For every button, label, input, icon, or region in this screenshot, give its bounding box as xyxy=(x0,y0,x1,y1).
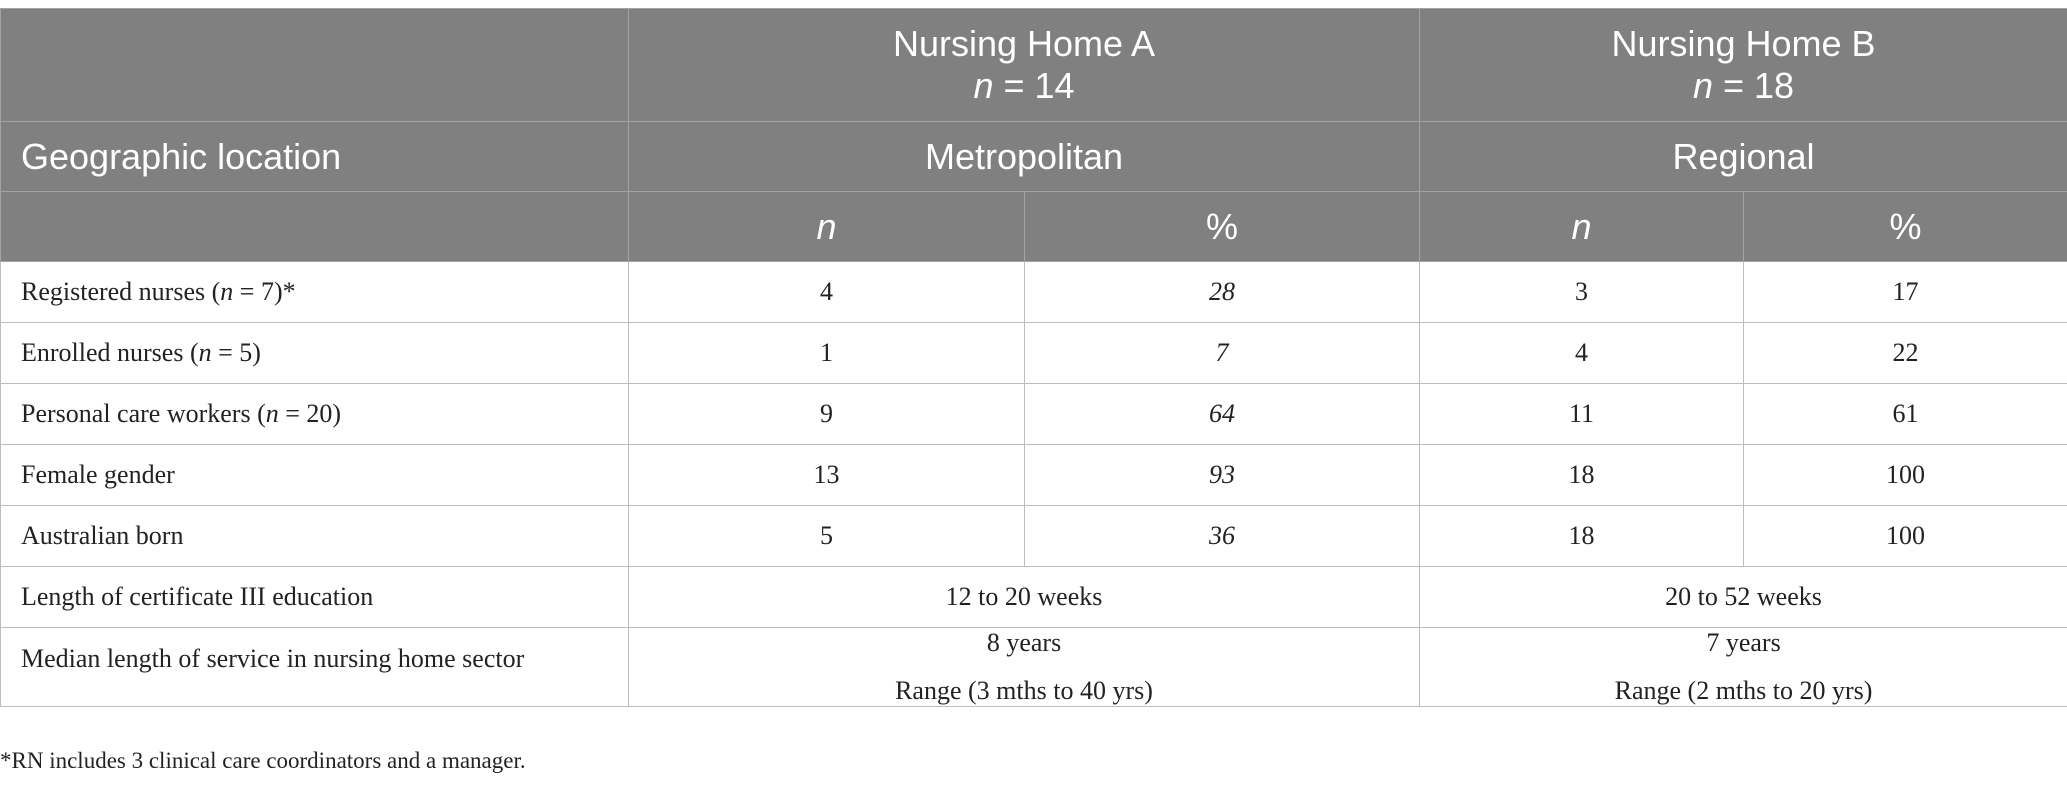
table-row xyxy=(1,323,2067,384)
home-a-n-cell: 1 xyxy=(629,323,1025,384)
table-row xyxy=(1,506,2067,567)
home-a-n-cell: 5 xyxy=(629,506,1025,567)
home-a-pct-cell: 7 xyxy=(1025,323,1420,384)
geo-label: Geographic location xyxy=(1,122,629,192)
home-b-cert-cell: 20 to 52 weeks xyxy=(1420,567,2067,628)
home-a-range: Range (3 mths to 40 yrs) xyxy=(895,676,1153,705)
home-b-n-cell: 18 xyxy=(1420,506,1744,567)
table-row xyxy=(1,445,2067,506)
column-header-empty xyxy=(1,192,629,262)
home-b-pct-cell: 17 xyxy=(1744,262,2067,323)
home-b-n-cell: 4 xyxy=(1420,323,1744,384)
table-row xyxy=(1,567,2067,628)
home-b-service-cell xyxy=(1420,628,2067,707)
home-b-n-cell: 11 xyxy=(1420,384,1744,445)
home-a-cert-cell: 12 to 20 weeks xyxy=(629,567,1420,628)
row-label: Registered nurses (n = 7)* xyxy=(1,262,629,323)
header-home-b xyxy=(1420,9,2067,122)
home-b-n-cell: 18 xyxy=(1420,445,1744,506)
table-row xyxy=(1,628,2067,707)
header-row-columns xyxy=(1,192,2067,262)
header-empty-cell xyxy=(1,9,629,122)
home-b-pct-cell: 22 xyxy=(1744,323,2067,384)
home-a-pct-cell: 93 xyxy=(1025,445,1420,506)
table-row xyxy=(1,384,2067,445)
home-a-n-cell: 4 xyxy=(629,262,1025,323)
home-b-n-cell: 3 xyxy=(1420,262,1744,323)
row-label: Length of certificate III education xyxy=(1,567,629,628)
row-label: Australian born xyxy=(1,506,629,567)
col-a-n: n xyxy=(629,192,1025,262)
geo-home-a: Metropolitan xyxy=(629,122,1420,192)
home-b-count: n = 18 xyxy=(1692,65,1795,106)
col-b-pct: % xyxy=(1744,192,2067,262)
header-row-geo xyxy=(1,122,2067,192)
home-b-pct-cell: 100 xyxy=(1744,506,2067,567)
table-footnote: *RN includes 3 clinical care coordinators and a manager. xyxy=(0,748,526,773)
home-b-range: Range (2 mths to 20 yrs) xyxy=(1614,676,1873,705)
row-label: Median length of service in nursing home sector xyxy=(1,628,629,707)
home-a-n-cell: 9 xyxy=(629,384,1025,445)
home-a-pct-cell: 28 xyxy=(1025,262,1420,323)
home-a-n-cell: 13 xyxy=(629,445,1025,506)
home-b-pct-cell: 100 xyxy=(1744,445,2067,506)
home-a-median: 8 years xyxy=(986,628,1062,657)
home-b-pct-cell: 61 xyxy=(1744,384,2067,445)
home-a-name: Nursing Home A xyxy=(892,23,1156,64)
home-b-median: 7 years xyxy=(1706,628,1781,657)
row-label: Personal care workers (n = 20) xyxy=(1,384,629,445)
demographics-table xyxy=(0,8,2067,707)
col-a-pct: % xyxy=(1025,192,1420,262)
home-a-pct-cell: 64 xyxy=(1025,384,1420,445)
row-label: Female gender xyxy=(1,445,629,506)
header-row-homes xyxy=(1,9,2067,122)
table-row xyxy=(1,262,2067,323)
header-home-a xyxy=(629,9,1420,122)
home-a-pct-cell: 36 xyxy=(1025,506,1420,567)
home-a-count: n = 14 xyxy=(973,65,1075,106)
home-b-name: Nursing Home B xyxy=(1611,23,1876,64)
col-b-n: n xyxy=(1420,192,1744,262)
geo-home-b: Regional xyxy=(1420,122,2067,192)
home-a-service-cell xyxy=(629,628,1420,707)
row-label: Enrolled nurses (n = 5) xyxy=(1,323,629,384)
